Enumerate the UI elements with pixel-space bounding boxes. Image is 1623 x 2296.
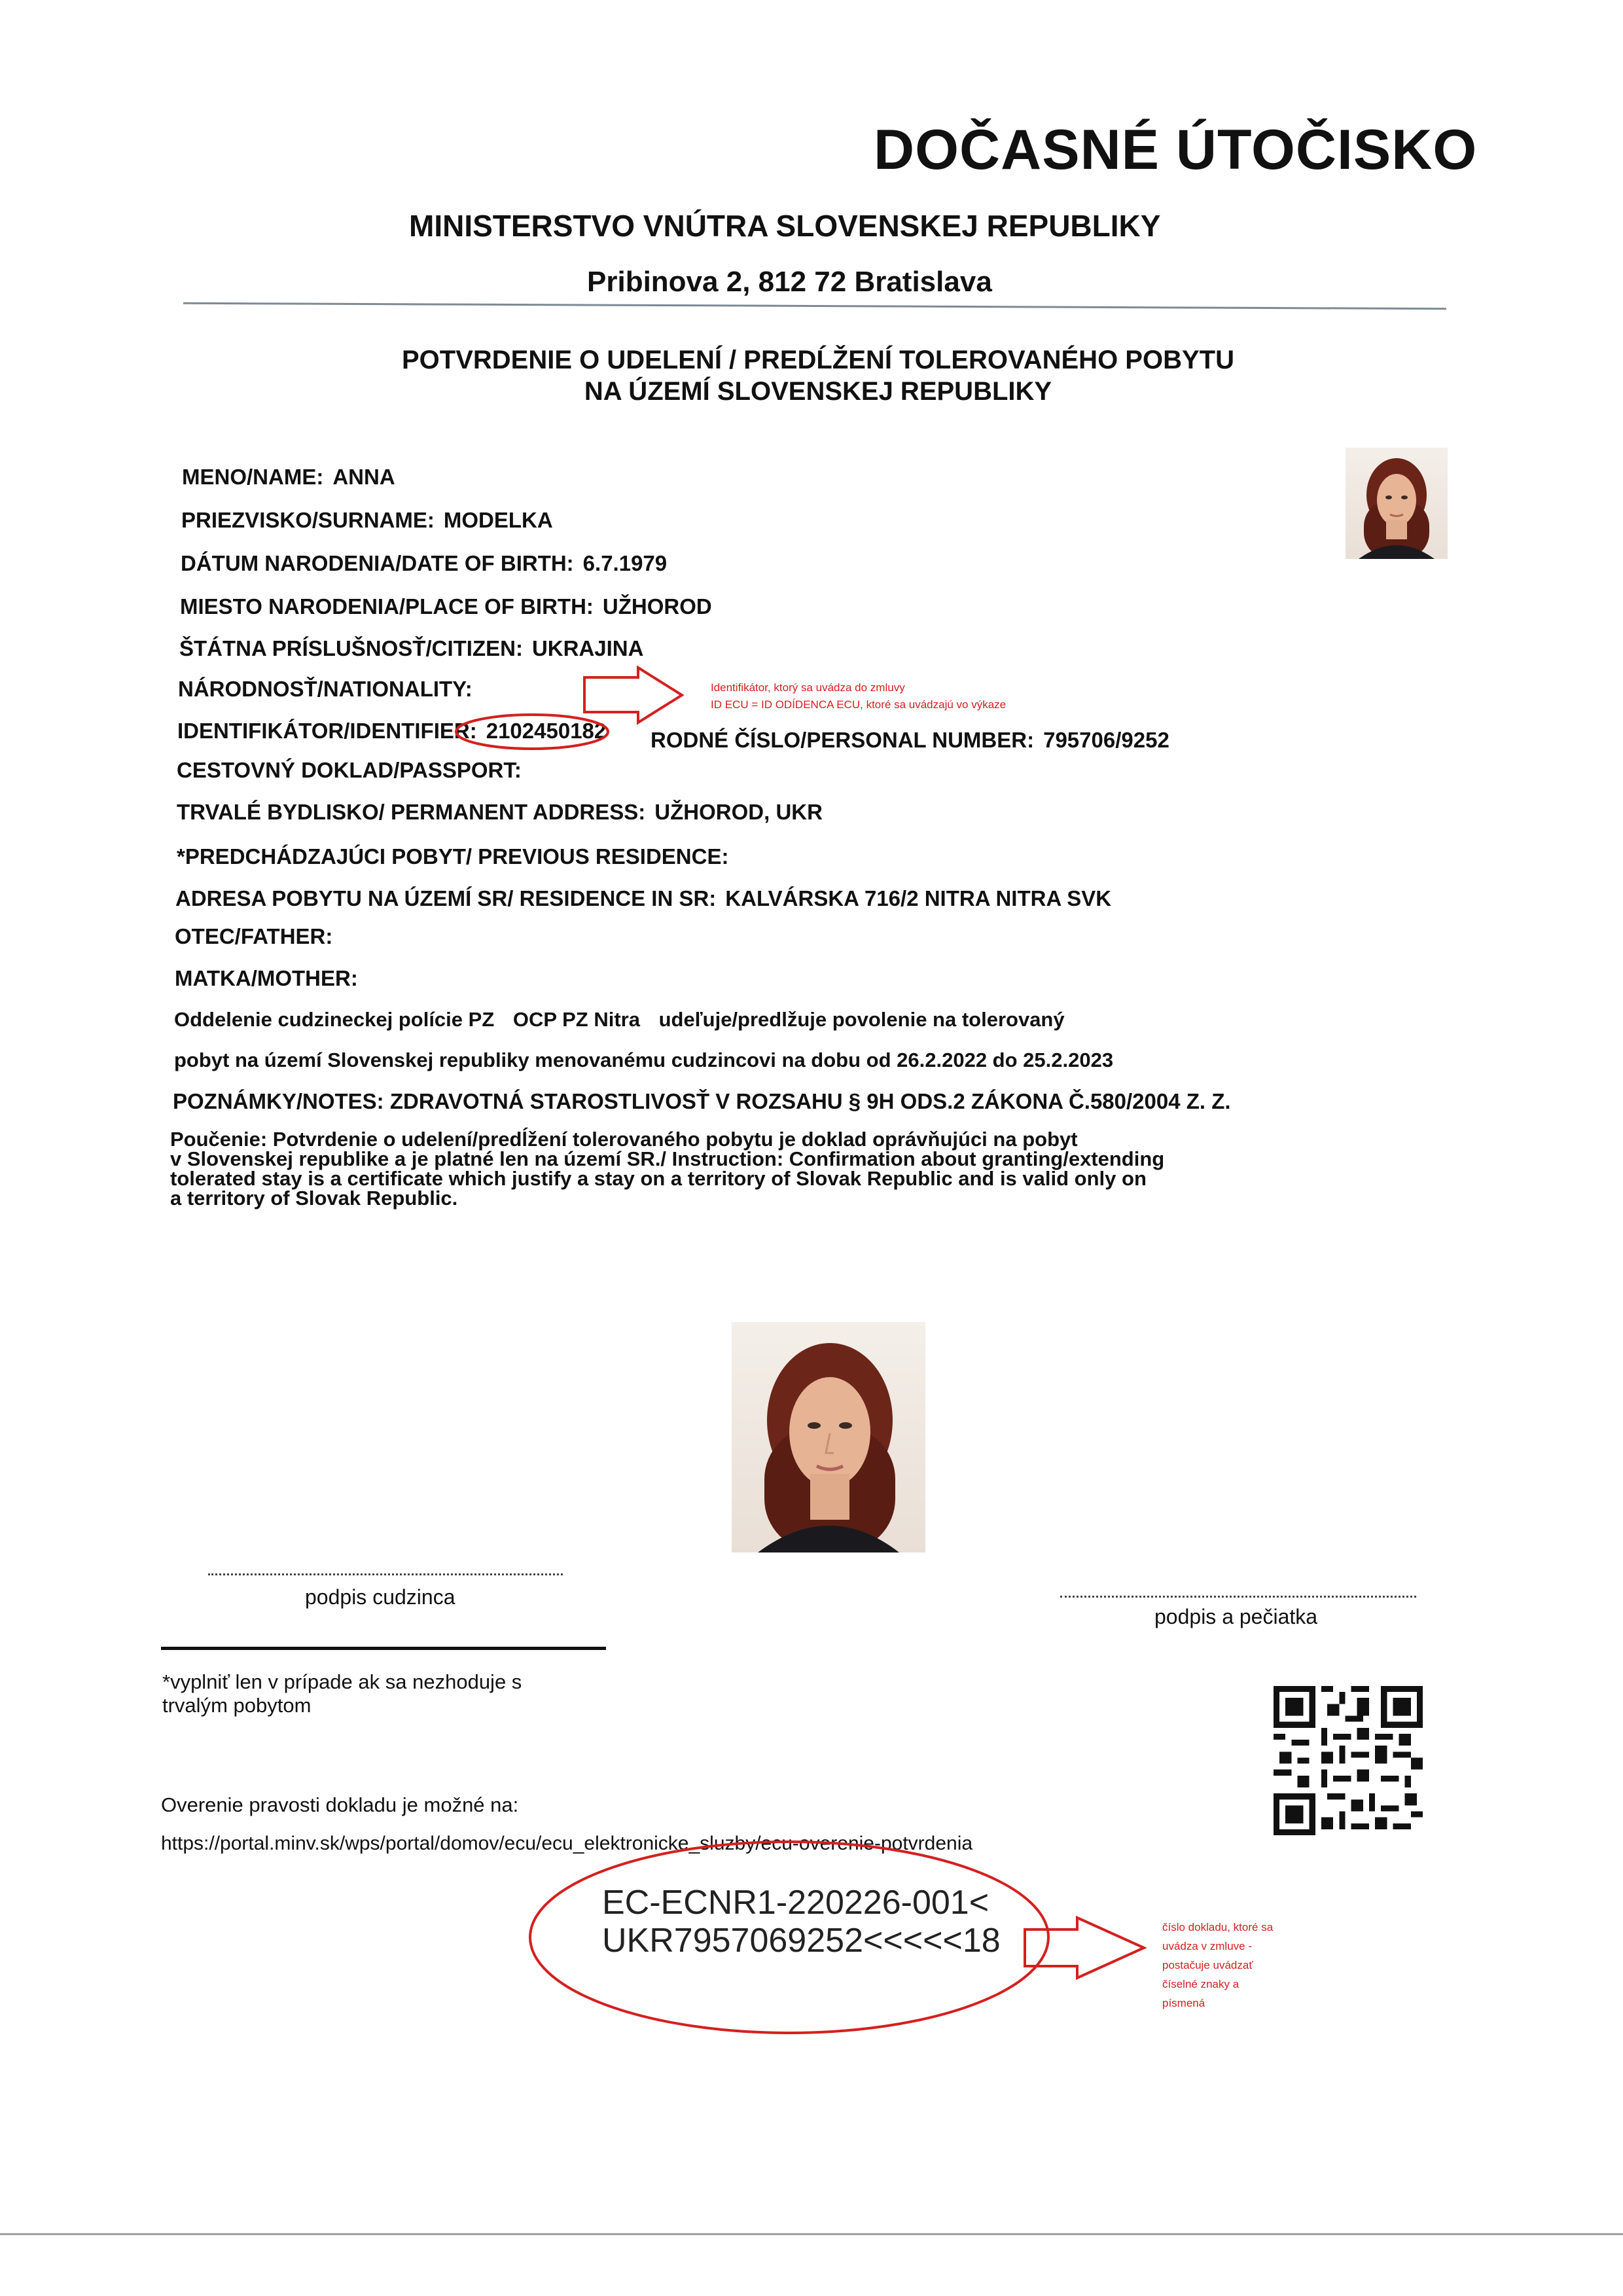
- pob-value: UŽHOROD: [602, 594, 712, 619]
- field-name: MENO/NAME: ANNA: [182, 465, 395, 489]
- document-number-ellipse: [530, 1842, 1048, 2033]
- field-previous-residence: *PREDCHÁDZAJÚCI POBYT/ PREVIOUS RESIDENCE:: [177, 844, 729, 869]
- verification-label: Overenie pravosti dokladu je možné na:: [161, 1793, 519, 1816]
- title-line-1: POTVRDENIE O UDELENÍ / PREDĹŽENÍ TOLEROVANÉHO POBYTU: [402, 346, 1234, 374]
- ministry-name: MINISTERSTVO VNÚTRA SLOVENSKEJ REPUBLIKY: [409, 209, 1161, 243]
- identifier-value: 2102450182: [486, 719, 607, 743]
- field-passport: CESTOVNÝ DOKLAD/PASSPORT:: [177, 758, 522, 782]
- grant-line-1: Oddelenie cudzineckej polície PZ OCP PZ Nitra udeľuje/predlžuje povolenie na tolerovaný: [174, 1008, 1065, 1031]
- identifier-highlight-ellipse: [456, 715, 608, 749]
- page-bottom-edge: [0, 2233, 1623, 2235]
- permanent-address-value: UŽHOROD, UKR: [654, 800, 823, 824]
- instruction-block: Poučenie: Potvrdenie o udelení/predĺžení tolerovaného pobytu je doklad oprávňujúci na pobyt v Slovenskej republike a je platné len na území SR./ Instruction: Confirmation about granting/extending tolerated stay is a certificate which justify a stay on a territory of Slovak Republic and is valid only on a territory of Slovak Republic.: [170, 1128, 1165, 1210]
- field-residence-sr: ADRESA POBYTU NA ÚZEMÍ SR/ RESIDENCE IN SR: KALVÁRSKA 716/2 NITRA NITRA SVK: [175, 886, 1112, 910]
- identifier-annotation: Identifikátor, ktorý sa uvádza do zmluvy ID ECU = ID ODÍDENCA ECU, ktoré sa uvádzajú vo výkaze: [711, 681, 1007, 711]
- notes: POZNÁMKY/NOTES: ZDRAVOTNÁ STAROSTLIVOSŤ V ROZSAHU § 9H ODS.2 ZÁKONA Č.580/2004 Z. Z.: [173, 1089, 1231, 1113]
- residence-sr-value: KALVÁRSKA 716/2 NITRA NITRA SVK: [725, 886, 1112, 910]
- field-permanent-address: TRVALÉ BYDLISKO/ PERMANENT ADDRESS: UŽHOROD, UKR: [177, 800, 823, 824]
- stamp-signature-label: podpis a pečiatka: [1154, 1605, 1318, 1628]
- field-surname: PRIEZVISKO/SURNAME: MODELKA: [181, 508, 553, 532]
- ministry-address: Pribinova 2, 812 72 Bratislava: [587, 266, 992, 298]
- field-nationality: NÁRODNOSŤ/NATIONALITY:: [178, 677, 473, 701]
- title-line-2: NA ÚZEMÍ SLOVENSKEJ REPUBLIKY: [584, 377, 1052, 406]
- personal-number-value: 795706/9252: [1043, 728, 1169, 752]
- name-value: ANNA: [332, 465, 395, 489]
- document-number-arrow: [1025, 1918, 1144, 1978]
- document-number-annotation: číslo dokladu, ktoré sa uvádza v zmluve - postačuje uvádzať číselné znaky a písmená: [1162, 1921, 1274, 2009]
- grant-line-2: pobyt na území Slovenskej republiky menovanému cudzincovi na dobu od 26.2.2022 do 25.2.2023: [174, 1049, 1114, 1071]
- field-personal-number: RODNÉ ČÍSLO/PERSONAL NUMBER: 795706/9252: [651, 728, 1169, 752]
- field-place-of-birth: MIESTO NARODENIA/PLACE OF BIRTH: UŽHOROD: [180, 594, 712, 619]
- mrz-line-2: UKR7957069252<<<<<18: [602, 1922, 1001, 1960]
- field-citizen: ŠTÁTNA PRÍSLUŠNOSŤ/CITIZEN: UKRAJINA: [179, 636, 644, 660]
- dob-value: 6.7.1979: [582, 551, 668, 575]
- field-mother: MATKA/MOTHER:: [175, 966, 358, 990]
- field-identifier: IDENTIFIKÁTOR/IDENTIFIER: 2102450182: [177, 719, 607, 743]
- field-father: OTEC/FATHER:: [175, 924, 333, 948]
- document-type-heading: DOČASNÉ ÚTOČISKO: [874, 118, 1478, 181]
- police-department: OCP PZ Nitra: [512, 1008, 640, 1031]
- surname-value: MODELKA: [443, 508, 553, 532]
- field-date-of-birth: DÁTUM NARODENIA/DATE OF BIRTH: 6.7.1979: [181, 551, 668, 575]
- footnote: *vyplniť len v prípade ak sa nezhoduje s trvalým pobytom: [162, 1670, 522, 1717]
- foreigner-signature-label: podpis cudzinca: [305, 1585, 455, 1609]
- identifier-arrow: [584, 668, 682, 723]
- citizen-value: UKRAJINA: [531, 636, 644, 660]
- mrz-line-1: EC-ECNR1-220226-001<: [602, 1884, 990, 1922]
- verification-url[interactable]: https://portal.minv.sk/wps/portal/domov/ecu/ecu_elektronicke_sluzby/ecu-overenie-potvrdenia: [161, 1833, 973, 1854]
